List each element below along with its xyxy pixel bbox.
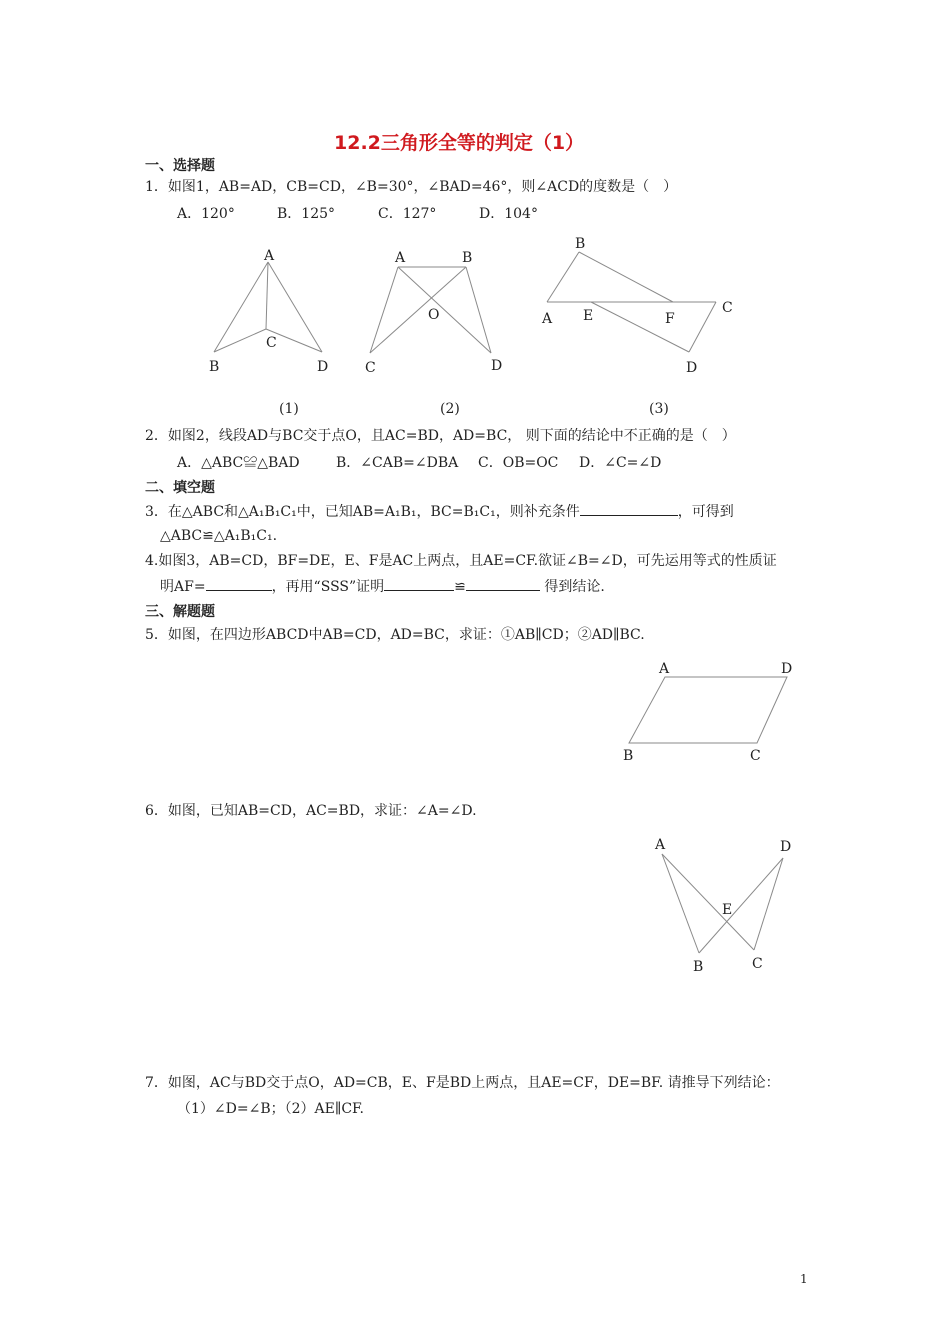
question-4-line-2 xyxy=(160,576,605,597)
figure-6-label-a: A xyxy=(655,837,666,853)
question-4-line-1: 4.如图3，AB=CD，BF=DE，E、F是AC上两点，且AE=CF.欲证∠B=∠D，可先运用等式的性质证 xyxy=(145,553,777,569)
question-2-option-c: C．OB=OC xyxy=(478,455,559,471)
figure-5-diagram xyxy=(615,655,805,770)
figure-1-label-b: B xyxy=(209,359,220,375)
figure-3-label-e: E xyxy=(583,308,594,324)
figure-6-label-d: D xyxy=(780,839,792,855)
question-4-blank-af[interactable] xyxy=(206,576,272,591)
question-3-text-a: 3．在△ABC和△A₁B₁C₁中，已知AB=A₁B₁，BC=B₁C₁，则补充条件 xyxy=(145,504,580,520)
figure-6-diagram xyxy=(645,830,805,980)
figure-6-label-e: E xyxy=(722,902,733,918)
figure-5-label-a: A xyxy=(659,661,670,677)
question-4-blank-triangle-2[interactable] xyxy=(466,576,540,591)
question-3-line-1 xyxy=(145,501,734,522)
question-3-text-b: ，可得到 xyxy=(677,504,734,520)
figure-5-label-b: B xyxy=(623,748,634,764)
question-6-text: 6．如图，已知AB=CD，AC=BD，求证：∠A=∠D. xyxy=(145,803,477,819)
section-heading-fill: 二、填空题 xyxy=(145,480,215,496)
figure-6-label-c: C xyxy=(752,956,763,972)
question-4-text-d: 得到结论. xyxy=(539,579,605,595)
figure-2-label-b: B xyxy=(462,250,473,266)
figure-2-label-o: O xyxy=(428,307,440,323)
page-number: 1 xyxy=(800,1272,808,1286)
figure-6-label-b: B xyxy=(693,959,704,975)
figure-5-label-d: D xyxy=(781,661,793,677)
section-heading-solve: 三、解题题 xyxy=(145,604,215,620)
question-2-option-d: D．∠C=∠D xyxy=(579,455,662,471)
question-2-option-a: A．△ABC≌△BAD xyxy=(177,455,300,471)
figure-3-diagram xyxy=(535,230,745,380)
figure-1-label-d: D xyxy=(317,359,329,375)
question-1-text: 1．如图1，AB=AD，CB=CD，∠B=30°，∠BAD=46°，则∠ACD的度数是（ ） xyxy=(145,179,678,195)
question-4-text-b: ，再用“SSS”证明 xyxy=(271,579,385,595)
figure-1-label-a: A xyxy=(264,248,275,264)
figure-3-caption: (3) xyxy=(649,401,669,417)
figure-2-label-d: D xyxy=(491,358,503,374)
figure-1-caption: (1) xyxy=(279,401,299,417)
question-7-line-1: 7．如图，AC与BD交于点O，AD=CB，E、F是BD上两点，且AE=CF，DE=BF. 请推导下列结论： xyxy=(145,1075,780,1091)
question-7-line-2: （1）∠D=∠B；（2）AE∥CF. xyxy=(177,1101,365,1117)
question-3-answer-blank[interactable] xyxy=(580,501,678,516)
question-5-text: 5．如图，在四边形ABCD中AB=CD，AD=BC，求证：①AB∥CD；②AD∥BC. xyxy=(145,627,645,643)
question-3-line-2: △ABC≌△A₁B₁C₁. xyxy=(160,528,278,544)
question-1-option-b: B．125° xyxy=(277,206,336,222)
question-1-option-c: C．127° xyxy=(378,206,437,222)
figure-2-caption: (2) xyxy=(440,401,460,417)
figure-3-label-d: D xyxy=(686,360,698,376)
figure-3-label-a: A xyxy=(542,311,553,327)
figure-2-label-c: C xyxy=(365,360,376,376)
question-1-option-a: A．120° xyxy=(177,206,235,222)
question-4-blank-triangle-1[interactable] xyxy=(384,576,454,591)
section-heading-choice: 一、选择题 xyxy=(145,158,215,174)
figure-3-label-b: B xyxy=(575,236,586,252)
question-4-text-c: ≌ xyxy=(454,579,466,595)
page-title: 12.2三角形全等的判定（1） xyxy=(334,132,585,154)
figure-1-label-c: C xyxy=(266,335,277,351)
figure-2-diagram xyxy=(360,245,510,380)
figure-1-diagram xyxy=(200,240,340,380)
figure-2-label-a: A xyxy=(395,250,406,266)
question-4-text-a: 明AF= xyxy=(160,579,206,595)
figure-3-label-f: F xyxy=(665,311,675,327)
question-2-text: 2．如图2，线段AD与BC交于点O，且AC=BD，AD=BC， 则下面的结论中不正确的是（ ） xyxy=(145,428,736,444)
question-2-option-b: B．∠CAB=∠DBA xyxy=(336,455,459,471)
figure-3-label-c: C xyxy=(722,300,733,316)
question-1-option-d: D．104° xyxy=(479,206,538,222)
figure-5-label-c: C xyxy=(750,748,761,764)
